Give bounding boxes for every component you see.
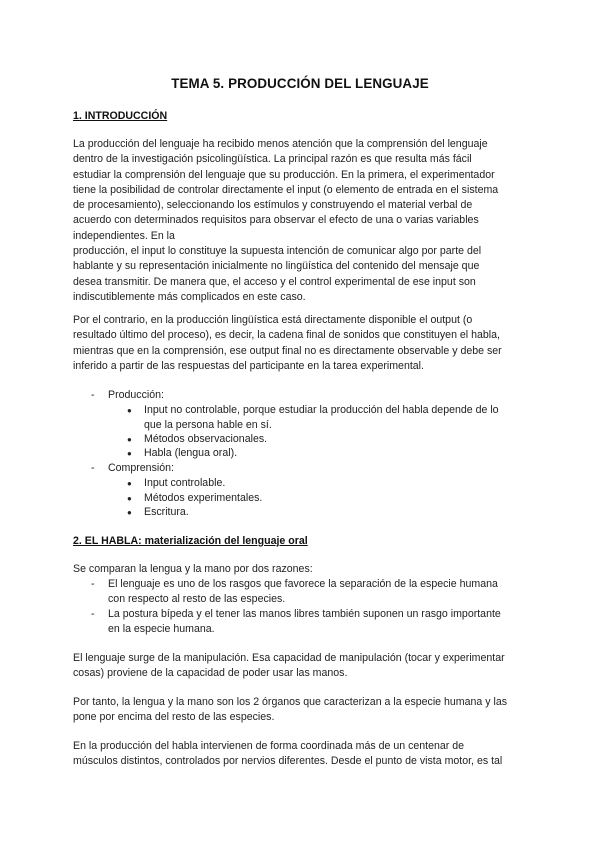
- list-label-produccion: Producción:: [108, 389, 164, 401]
- paragraph-habla-intro: Se comparan la lengua y la mano por dos razones:: [73, 563, 313, 575]
- section-heading-introduccion: 1. INTRODUCCIÓN: [73, 110, 168, 122]
- text-line: desea transmitir. De manera que, el acceso y el control experimental de ese input son: [73, 275, 476, 288]
- bullet-icon: ●: [127, 406, 132, 415]
- paragraph-manipulacion: [73, 651, 533, 682]
- text-line: independientes. En la: [73, 229, 175, 242]
- text-line: Input no controlable, porque estudiar la producción del habla depende de lo: [144, 404, 499, 416]
- text-line: con respecto al resto de las especies.: [108, 593, 286, 606]
- text-line: acuerdo con determinados requisitos para observar el efecto de una o varias variables: [73, 214, 479, 227]
- bullet-icon: ●: [127, 449, 132, 458]
- list-dash: -: [91, 462, 95, 474]
- text-line: El lenguaje surge de la manipulación. Esa capacidad de manipulación (tocar y experimentar: [73, 652, 505, 664]
- text-line: estudiar la comprensión del lenguaje que su producción. En la primera, el experimentador: [73, 168, 495, 181]
- bullet-icon: ●: [127, 508, 132, 517]
- list-item-reason: [108, 607, 548, 638]
- text-line: producción, el input lo constituye la supuesta intención de comunicar algo por parte del: [73, 245, 482, 258]
- text-line: en la especie humana.: [108, 623, 215, 636]
- text-line: dentro de la investigación psicolingüística. La principal razón es que resulta más fácil: [73, 153, 472, 166]
- paragraph-intro-1: [73, 137, 533, 305]
- text-line: En la producción del habla intervienen de forma coordinada más de un centenar de: [73, 740, 465, 752]
- list-dash: -: [91, 608, 95, 620]
- text-line: hablante y su representación inicialmente no lingüística del contenido del mensaje que: [73, 260, 480, 273]
- text-line: Por el contrario, en la producción lingüística está directamente disponible el output (o: [73, 314, 473, 326]
- text-line: indiscutiblemente más complicados en este caso.: [73, 290, 306, 303]
- paragraph-organos: [73, 695, 533, 726]
- list-label-comprension: Comprensión:: [108, 462, 174, 474]
- list-item: Habla (lengua oral).: [144, 447, 238, 459]
- text-line: El lenguaje es uno de los rasgos que favorece la separación de la especie humana: [108, 578, 498, 590]
- text-line: tiene la posibilidad de controlar directamente el input (o elemento de entrada en el sistema: [73, 183, 499, 196]
- paragraph-intro-2: [73, 313, 533, 374]
- list-item: Escritura.: [144, 506, 189, 518]
- text-line: resultado último del proceso), es decir, la cadena final de sonidos que constituyen el habla,: [73, 329, 500, 342]
- list-item: Métodos experimentales.: [144, 492, 263, 504]
- section-heading-habla: 2. EL HABLA: materialización del lenguaje oral: [73, 535, 308, 547]
- text-line: inferido a partir de las respuestas del participante en la tarea experimental.: [73, 359, 424, 372]
- text-line: que la persona hable en sí.: [144, 419, 272, 432]
- list-item: Métodos observacionales.: [144, 433, 268, 445]
- text-line: de procesamiento), seleccionando los estímulos y construyendo el material verbal de: [73, 199, 473, 212]
- bullet-icon: ●: [127, 435, 132, 444]
- text-line: mientras que en la comprensión, ese output final no es directamente observable y debe ser: [73, 344, 502, 357]
- list-item-reason: [108, 577, 548, 608]
- paragraph-musculos: [73, 739, 533, 770]
- text-line: La postura bípeda y el tener las manos libres también suponen un rasgo importante: [108, 608, 501, 620]
- list-dash: -: [91, 389, 95, 401]
- text-line: pone por encima del resto de las especies.: [73, 711, 275, 724]
- text-line: Por tanto, la lengua y la mano son los 2 órganos que caracterizan a la especie humana y las: [73, 696, 508, 708]
- bullet-icon: ●: [127, 479, 132, 488]
- list-item: [144, 403, 544, 434]
- list-item: Input controlable.: [144, 477, 226, 489]
- document-title: TEMA 5. PRODUCCIÓN DEL LENGUAJE: [171, 76, 429, 91]
- bullet-icon: ●: [127, 494, 132, 503]
- text-line: cosas) proviene de la capacidad de poder usar las manos.: [73, 667, 348, 680]
- text-line: La producción del lenguaje ha recibido menos atención que la comprensión del lenguaje: [73, 138, 488, 150]
- text-line: músculos distintos, controlados por nervios diferentes. Desde el punto de vista motor, es tal: [73, 755, 503, 768]
- list-dash: -: [91, 578, 95, 590]
